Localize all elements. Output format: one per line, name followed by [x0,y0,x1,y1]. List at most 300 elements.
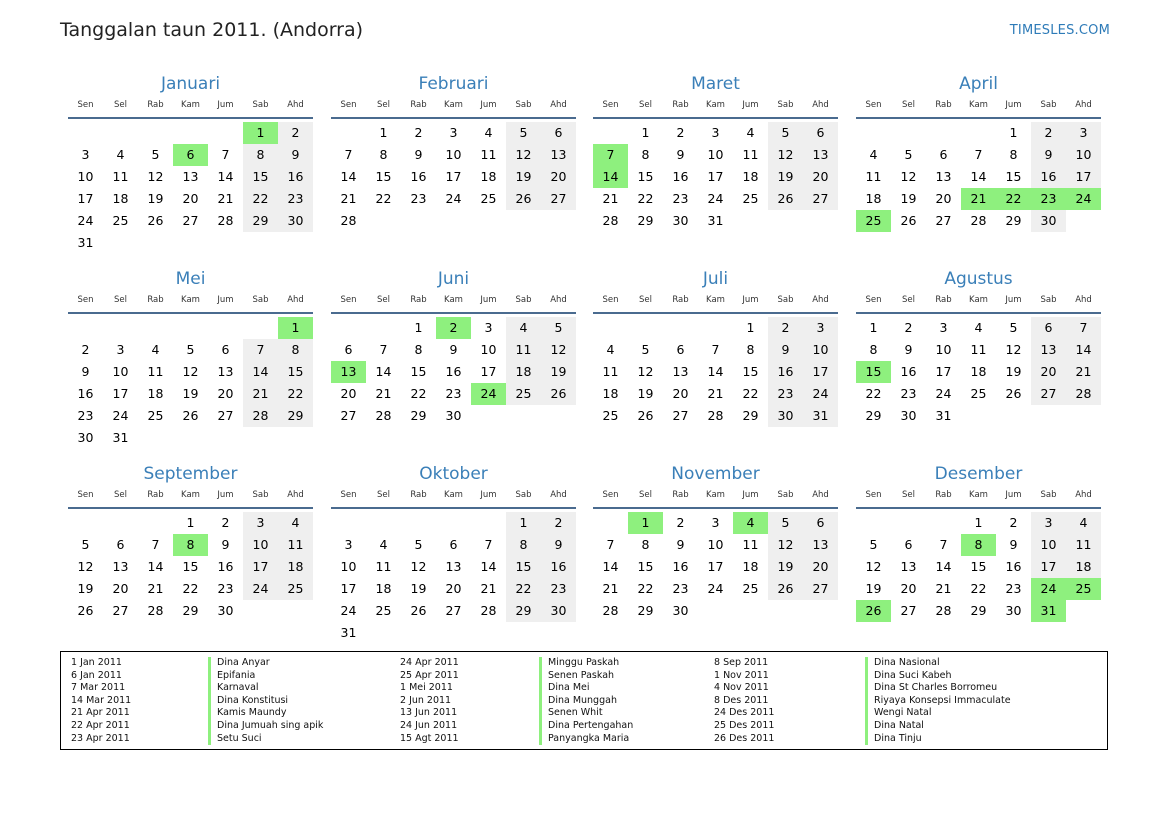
day-cell[interactable]: 13 [900,559,917,574]
day-cell[interactable]: 5 [641,342,650,357]
holiday-day-cell[interactable]: 25 [856,210,891,232]
day-cell[interactable]: 2 [278,122,313,144]
day-cell[interactable]: 3 [344,537,353,552]
day-cell[interactable]: 12 [865,559,882,574]
day-cell[interactable]: 5 [81,537,90,552]
day-cell[interactable]: 9 [676,537,685,552]
day-cell[interactable]: 13 [672,364,689,379]
day-cell[interactable]: 18 [506,361,541,383]
day-cell[interactable]: 3 [243,512,278,534]
day-cell[interactable]: 12 [1005,342,1022,357]
day-cell[interactable]: 12 [637,364,654,379]
day-cell[interactable]: 2 [414,125,423,140]
day-cell[interactable]: 15 [637,559,654,574]
day-cell[interactable]: 29 [970,603,987,618]
day-cell[interactable]: 5 [151,147,160,162]
day-cell[interactable]: 7 [606,537,615,552]
holiday-day-cell[interactable]: 15 [856,361,891,383]
day-cell[interactable]: 31 [112,430,129,445]
day-cell[interactable]: 16 [672,169,689,184]
day-cell[interactable]: 25 [112,213,129,228]
holiday-day-cell[interactable]: 13 [331,361,366,383]
day-cell[interactable]: 4 [116,147,125,162]
day-cell[interactable]: 22 [243,188,278,210]
holiday-day-cell[interactable]: 31 [1031,600,1066,622]
day-cell[interactable]: 23 [672,581,689,596]
day-cell[interactable]: 14 [480,559,497,574]
holiday-day-cell[interactable]: 23 [1031,188,1066,210]
day-cell[interactable]: 6 [904,537,913,552]
day-cell[interactable]: 13 [803,144,838,166]
day-cell[interactable]: 10 [340,559,357,574]
day-cell[interactable]: 7 [974,147,983,162]
day-cell[interactable]: 11 [742,537,759,552]
day-cell[interactable]: 26 [637,408,654,423]
day-cell[interactable]: 22 [637,191,654,206]
day-cell[interactable]: 8 [869,342,878,357]
day-cell[interactable]: 26 [768,188,803,210]
day-cell[interactable]: 12 [410,559,427,574]
day-cell[interactable]: 30 [900,408,917,423]
day-cell[interactable]: 10 [707,147,724,162]
day-cell[interactable]: 20 [445,581,462,596]
day-cell[interactable]: 6 [541,122,576,144]
day-cell[interactable]: 15 [742,364,759,379]
holiday-day-cell[interactable]: 6 [173,144,208,166]
day-cell[interactable]: 5 [869,537,878,552]
day-cell[interactable]: 21 [602,191,619,206]
day-cell[interactable]: 12 [541,339,576,361]
day-cell[interactable]: 12 [77,559,94,574]
day-cell[interactable]: 18 [742,559,759,574]
day-cell[interactable]: 10 [445,147,462,162]
day-cell[interactable]: 26 [410,603,427,618]
day-cell[interactable]: 8 [1009,147,1018,162]
day-cell[interactable]: 4 [1066,512,1101,534]
day-cell[interactable]: 27 [112,603,129,618]
day-cell[interactable]: 25 [375,603,392,618]
holiday-day-cell[interactable]: 24 [1031,578,1066,600]
day-cell[interactable]: 30 [1005,603,1022,618]
day-cell[interactable]: 8 [379,147,388,162]
day-cell[interactable]: 17 [1031,556,1066,578]
day-cell[interactable]: 9 [278,144,313,166]
day-cell[interactable]: 27 [672,408,689,423]
day-cell[interactable]: 3 [1031,512,1066,534]
day-cell[interactable]: 27 [803,578,838,600]
day-cell[interactable]: 23 [278,188,313,210]
day-cell[interactable]: 14 [147,559,164,574]
day-cell[interactable]: 9 [676,147,685,162]
day-cell[interactable]: 28 [970,213,987,228]
day-cell[interactable]: 16 [541,556,576,578]
day-cell[interactable]: 3 [939,320,948,335]
day-cell[interactable]: 9 [904,342,913,357]
day-cell[interactable]: 6 [344,342,353,357]
day-cell[interactable]: 2 [676,515,685,530]
day-cell[interactable]: 2 [81,342,90,357]
day-cell[interactable]: 20 [900,581,917,596]
day-cell[interactable]: 11 [970,342,987,357]
day-cell[interactable]: 22 [970,581,987,596]
day-cell[interactable]: 4 [506,317,541,339]
day-cell[interactable]: 30 [217,603,234,618]
day-cell[interactable]: 21 [707,386,724,401]
day-cell[interactable]: 30 [1031,210,1066,232]
day-cell[interactable]: 5 [904,147,913,162]
day-cell[interactable]: 29 [243,210,278,232]
holiday-day-cell[interactable]: 2 [436,317,471,339]
day-cell[interactable]: 1 [1009,125,1018,140]
day-cell[interactable]: 11 [480,147,497,162]
day-cell[interactable]: 3 [484,320,493,335]
day-cell[interactable]: 13 [112,559,129,574]
day-cell[interactable]: 19 [77,581,94,596]
day-cell[interactable]: 27 [217,408,234,423]
day-cell[interactable]: 17 [803,361,838,383]
day-cell[interactable]: 27 [803,188,838,210]
day-cell[interactable]: 24 [445,191,462,206]
day-cell[interactable]: 16 [900,364,917,379]
day-cell[interactable]: 20 [340,386,357,401]
day-cell[interactable]: 10 [243,534,278,556]
day-cell[interactable]: 29 [410,408,427,423]
day-cell[interactable]: 10 [480,342,497,357]
day-cell[interactable]: 14 [243,361,278,383]
day-cell[interactable]: 15 [182,559,199,574]
day-cell[interactable]: 1 [746,320,755,335]
day-cell[interactable]: 5 [1009,320,1018,335]
day-cell[interactable]: 26 [506,188,541,210]
holiday-day-cell[interactable]: 1 [628,512,663,534]
day-cell[interactable]: 16 [217,559,234,574]
day-cell[interactable]: 5 [541,317,576,339]
day-cell[interactable]: 23 [410,191,427,206]
holiday-day-cell[interactable]: 8 [173,534,208,556]
day-cell[interactable]: 10 [1031,534,1066,556]
day-cell[interactable]: 29 [278,405,313,427]
day-cell[interactable]: 9 [768,339,803,361]
holiday-day-cell[interactable]: 22 [996,188,1031,210]
day-cell[interactable]: 18 [480,169,497,184]
day-cell[interactable]: 30 [445,408,462,423]
day-cell[interactable]: 11 [375,559,392,574]
day-cell[interactable]: 27 [1031,383,1066,405]
day-cell[interactable]: 6 [803,512,838,534]
day-cell[interactable]: 25 [742,191,759,206]
day-cell[interactable]: 19 [900,191,917,206]
day-cell[interactable]: 8 [414,342,423,357]
day-cell[interactable]: 15 [637,169,654,184]
day-cell[interactable]: 6 [449,537,458,552]
day-cell[interactable]: 20 [182,191,199,206]
day-cell[interactable]: 25 [147,408,164,423]
day-cell[interactable]: 27 [541,188,576,210]
day-cell[interactable]: 3 [711,125,720,140]
day-cell[interactable]: 21 [602,581,619,596]
day-cell[interactable]: 18 [112,191,129,206]
day-cell[interactable]: 6 [1031,317,1066,339]
day-cell[interactable]: 24 [803,383,838,405]
day-cell[interactable]: 5 [768,512,803,534]
day-cell[interactable]: 26 [541,383,576,405]
day-cell[interactable]: 15 [278,361,313,383]
day-cell[interactable]: 3 [116,342,125,357]
day-cell[interactable]: 17 [243,556,278,578]
day-cell[interactable]: 11 [865,169,882,184]
day-cell[interactable]: 30 [768,405,803,427]
day-cell[interactable]: 9 [221,537,230,552]
holiday-day-cell[interactable]: 24 [1066,188,1101,210]
day-cell[interactable]: 13 [803,534,838,556]
holiday-day-cell[interactable]: 24 [471,383,506,405]
day-cell[interactable]: 30 [672,603,689,618]
holiday-day-cell[interactable]: 1 [278,317,313,339]
day-cell[interactable]: 28 [217,213,234,228]
day-cell[interactable]: 9 [1031,144,1066,166]
day-cell[interactable]: 18 [1066,556,1101,578]
day-cell[interactable]: 29 [637,213,654,228]
day-cell[interactable]: 13 [217,364,234,379]
day-cell[interactable]: 25 [602,408,619,423]
day-cell[interactable]: 6 [676,342,685,357]
day-cell[interactable]: 11 [742,147,759,162]
holiday-day-cell[interactable]: 26 [856,600,891,622]
day-cell[interactable]: 27 [900,603,917,618]
day-cell[interactable]: 9 [541,534,576,556]
day-cell[interactable]: 31 [935,408,952,423]
day-cell[interactable]: 15 [1005,169,1022,184]
day-cell[interactable]: 7 [243,339,278,361]
day-cell[interactable]: 7 [939,537,948,552]
day-cell[interactable]: 6 [939,147,948,162]
day-cell[interactable]: 22 [637,581,654,596]
day-cell[interactable]: 19 [768,166,803,188]
day-cell[interactable]: 29 [742,408,759,423]
day-cell[interactable]: 16 [278,166,313,188]
day-cell[interactable]: 13 [445,559,462,574]
day-cell[interactable]: 18 [865,191,882,206]
day-cell[interactable]: 16 [445,364,462,379]
day-cell[interactable]: 4 [869,147,878,162]
day-cell[interactable]: 19 [147,191,164,206]
day-cell[interactable]: 16 [410,169,427,184]
day-cell[interactable]: 1 [506,512,541,534]
day-cell[interactable]: 8 [278,339,313,361]
day-cell[interactable]: 14 [707,364,724,379]
day-cell[interactable]: 13 [935,169,952,184]
day-cell[interactable]: 24 [707,581,724,596]
day-cell[interactable]: 22 [278,383,313,405]
day-cell[interactable]: 10 [707,537,724,552]
day-cell[interactable]: 19 [182,386,199,401]
day-cell[interactable]: 18 [742,169,759,184]
day-cell[interactable]: 21 [375,386,392,401]
day-cell[interactable]: 16 [672,559,689,574]
day-cell[interactable]: 22 [375,191,392,206]
day-cell[interactable]: 28 [480,603,497,618]
day-cell[interactable]: 21 [243,383,278,405]
day-cell[interactable]: 25 [480,191,497,206]
day-cell[interactable]: 5 [414,537,423,552]
day-cell[interactable]: 29 [637,603,654,618]
day-cell[interactable]: 12 [768,144,803,166]
day-cell[interactable]: 30 [77,430,94,445]
day-cell[interactable]: 18 [147,386,164,401]
day-cell[interactable]: 26 [77,603,94,618]
day-cell[interactable]: 13 [541,144,576,166]
day-cell[interactable]: 3 [711,515,720,530]
day-cell[interactable]: 1 [186,515,195,530]
day-cell[interactable]: 11 [602,364,619,379]
day-cell[interactable]: 2 [1009,515,1018,530]
holiday-day-cell[interactable]: 4 [733,512,768,534]
day-cell[interactable]: 20 [803,556,838,578]
day-cell[interactable]: 25 [970,386,987,401]
day-cell[interactable]: 26 [900,213,917,228]
day-cell[interactable]: 30 [541,600,576,622]
day-cell[interactable]: 2 [221,515,230,530]
day-cell[interactable]: 14 [1066,339,1101,361]
day-cell[interactable]: 17 [480,364,497,379]
day-cell[interactable]: 19 [1005,364,1022,379]
day-cell[interactable]: 16 [1031,166,1066,188]
day-cell[interactable]: 4 [151,342,160,357]
day-cell[interactable]: 28 [375,408,392,423]
day-cell[interactable]: 18 [375,581,392,596]
day-cell[interactable]: 11 [278,534,313,556]
day-cell[interactable]: 7 [1066,317,1101,339]
day-cell[interactable]: 11 [506,339,541,361]
day-cell[interactable]: 21 [217,191,234,206]
day-cell[interactable]: 1 [869,320,878,335]
day-cell[interactable]: 1 [379,125,388,140]
day-cell[interactable]: 17 [340,581,357,596]
day-cell[interactable]: 2 [904,320,913,335]
day-cell[interactable]: 27 [445,603,462,618]
day-cell[interactable]: 11 [147,364,164,379]
holiday-day-cell[interactable]: 25 [1066,578,1101,600]
day-cell[interactable]: 24 [707,191,724,206]
day-cell[interactable]: 30 [672,213,689,228]
day-cell[interactable]: 28 [602,213,619,228]
day-cell[interactable]: 16 [77,386,94,401]
day-cell[interactable]: 23 [445,386,462,401]
day-cell[interactable]: 3 [449,125,458,140]
day-cell[interactable]: 2 [768,317,803,339]
day-cell[interactable]: 14 [375,364,392,379]
day-cell[interactable]: 15 [243,166,278,188]
day-cell[interactable]: 26 [768,578,803,600]
holiday-day-cell[interactable]: 8 [961,534,996,556]
day-cell[interactable]: 7 [484,537,493,552]
day-cell[interactable]: 31 [707,213,724,228]
day-cell[interactable]: 16 [1005,559,1022,574]
day-cell[interactable]: 24 [340,603,357,618]
day-cell[interactable]: 1 [974,515,983,530]
day-cell[interactable]: 20 [672,386,689,401]
day-cell[interactable]: 23 [900,386,917,401]
day-cell[interactable]: 26 [1005,386,1022,401]
day-cell[interactable]: 13 [182,169,199,184]
day-cell[interactable]: 5 [186,342,195,357]
day-cell[interactable]: 27 [340,408,357,423]
day-cell[interactable]: 8 [641,537,650,552]
day-cell[interactable]: 12 [900,169,917,184]
day-cell[interactable]: 7 [221,147,230,162]
day-cell[interactable]: 5 [768,122,803,144]
day-cell[interactable]: 12 [182,364,199,379]
day-cell[interactable]: 24 [112,408,129,423]
day-cell[interactable]: 2 [676,125,685,140]
day-cell[interactable]: 23 [1005,581,1022,596]
day-cell[interactable]: 22 [410,386,427,401]
day-cell[interactable]: 22 [865,386,882,401]
day-cell[interactable]: 1 [414,320,423,335]
day-cell[interactable]: 17 [445,169,462,184]
holiday-day-cell[interactable]: 7 [593,144,628,166]
day-cell[interactable]: 26 [182,408,199,423]
day-cell[interactable]: 4 [974,320,983,335]
day-cell[interactable]: 30 [278,210,313,232]
day-cell[interactable]: 6 [221,342,230,357]
day-cell[interactable]: 11 [1066,534,1101,556]
day-cell[interactable]: 3 [81,147,90,162]
day-cell[interactable]: 20 [1031,361,1066,383]
day-cell[interactable]: 20 [112,581,129,596]
brand-link[interactable]: TIMESLES.COM [1009,23,1110,38]
day-cell[interactable]: 2 [541,512,576,534]
day-cell[interactable]: 15 [375,169,392,184]
day-cell[interactable]: 7 [151,537,160,552]
day-cell[interactable]: 19 [637,386,654,401]
day-cell[interactable]: 10 [935,342,952,357]
day-cell[interactable]: 9 [449,342,458,357]
day-cell[interactable]: 19 [410,581,427,596]
day-cell[interactable]: 4 [746,125,755,140]
day-cell[interactable]: 28 [340,213,357,228]
day-cell[interactable]: 28 [243,405,278,427]
holiday-day-cell[interactable]: 21 [961,188,996,210]
day-cell[interactable]: 23 [672,191,689,206]
day-cell[interactable]: 23 [217,581,234,596]
holiday-day-cell[interactable]: 1 [243,122,278,144]
day-cell[interactable]: 24 [77,213,94,228]
day-cell[interactable]: 12 [147,169,164,184]
day-cell[interactable]: 27 [935,213,952,228]
day-cell[interactable]: 10 [1066,144,1101,166]
day-cell[interactable]: 23 [768,383,803,405]
day-cell[interactable]: 31 [77,235,94,250]
day-cell[interactable]: 10 [803,339,838,361]
day-cell[interactable]: 17 [935,364,952,379]
day-cell[interactable]: 2 [1031,122,1066,144]
holiday-day-cell[interactable]: 14 [593,166,628,188]
day-cell[interactable]: 31 [803,405,838,427]
day-cell[interactable]: 7 [344,147,353,162]
day-cell[interactable]: 19 [506,166,541,188]
day-cell[interactable]: 14 [602,559,619,574]
day-cell[interactable]: 9 [1009,537,1018,552]
day-cell[interactable]: 18 [970,364,987,379]
day-cell[interactable]: 8 [746,342,755,357]
day-cell[interactable]: 9 [81,364,90,379]
day-cell[interactable]: 6 [803,122,838,144]
day-cell[interactable]: 18 [278,556,313,578]
day-cell[interactable]: 8 [641,147,650,162]
day-cell[interactable]: 15 [506,556,541,578]
day-cell[interactable]: 26 [147,213,164,228]
